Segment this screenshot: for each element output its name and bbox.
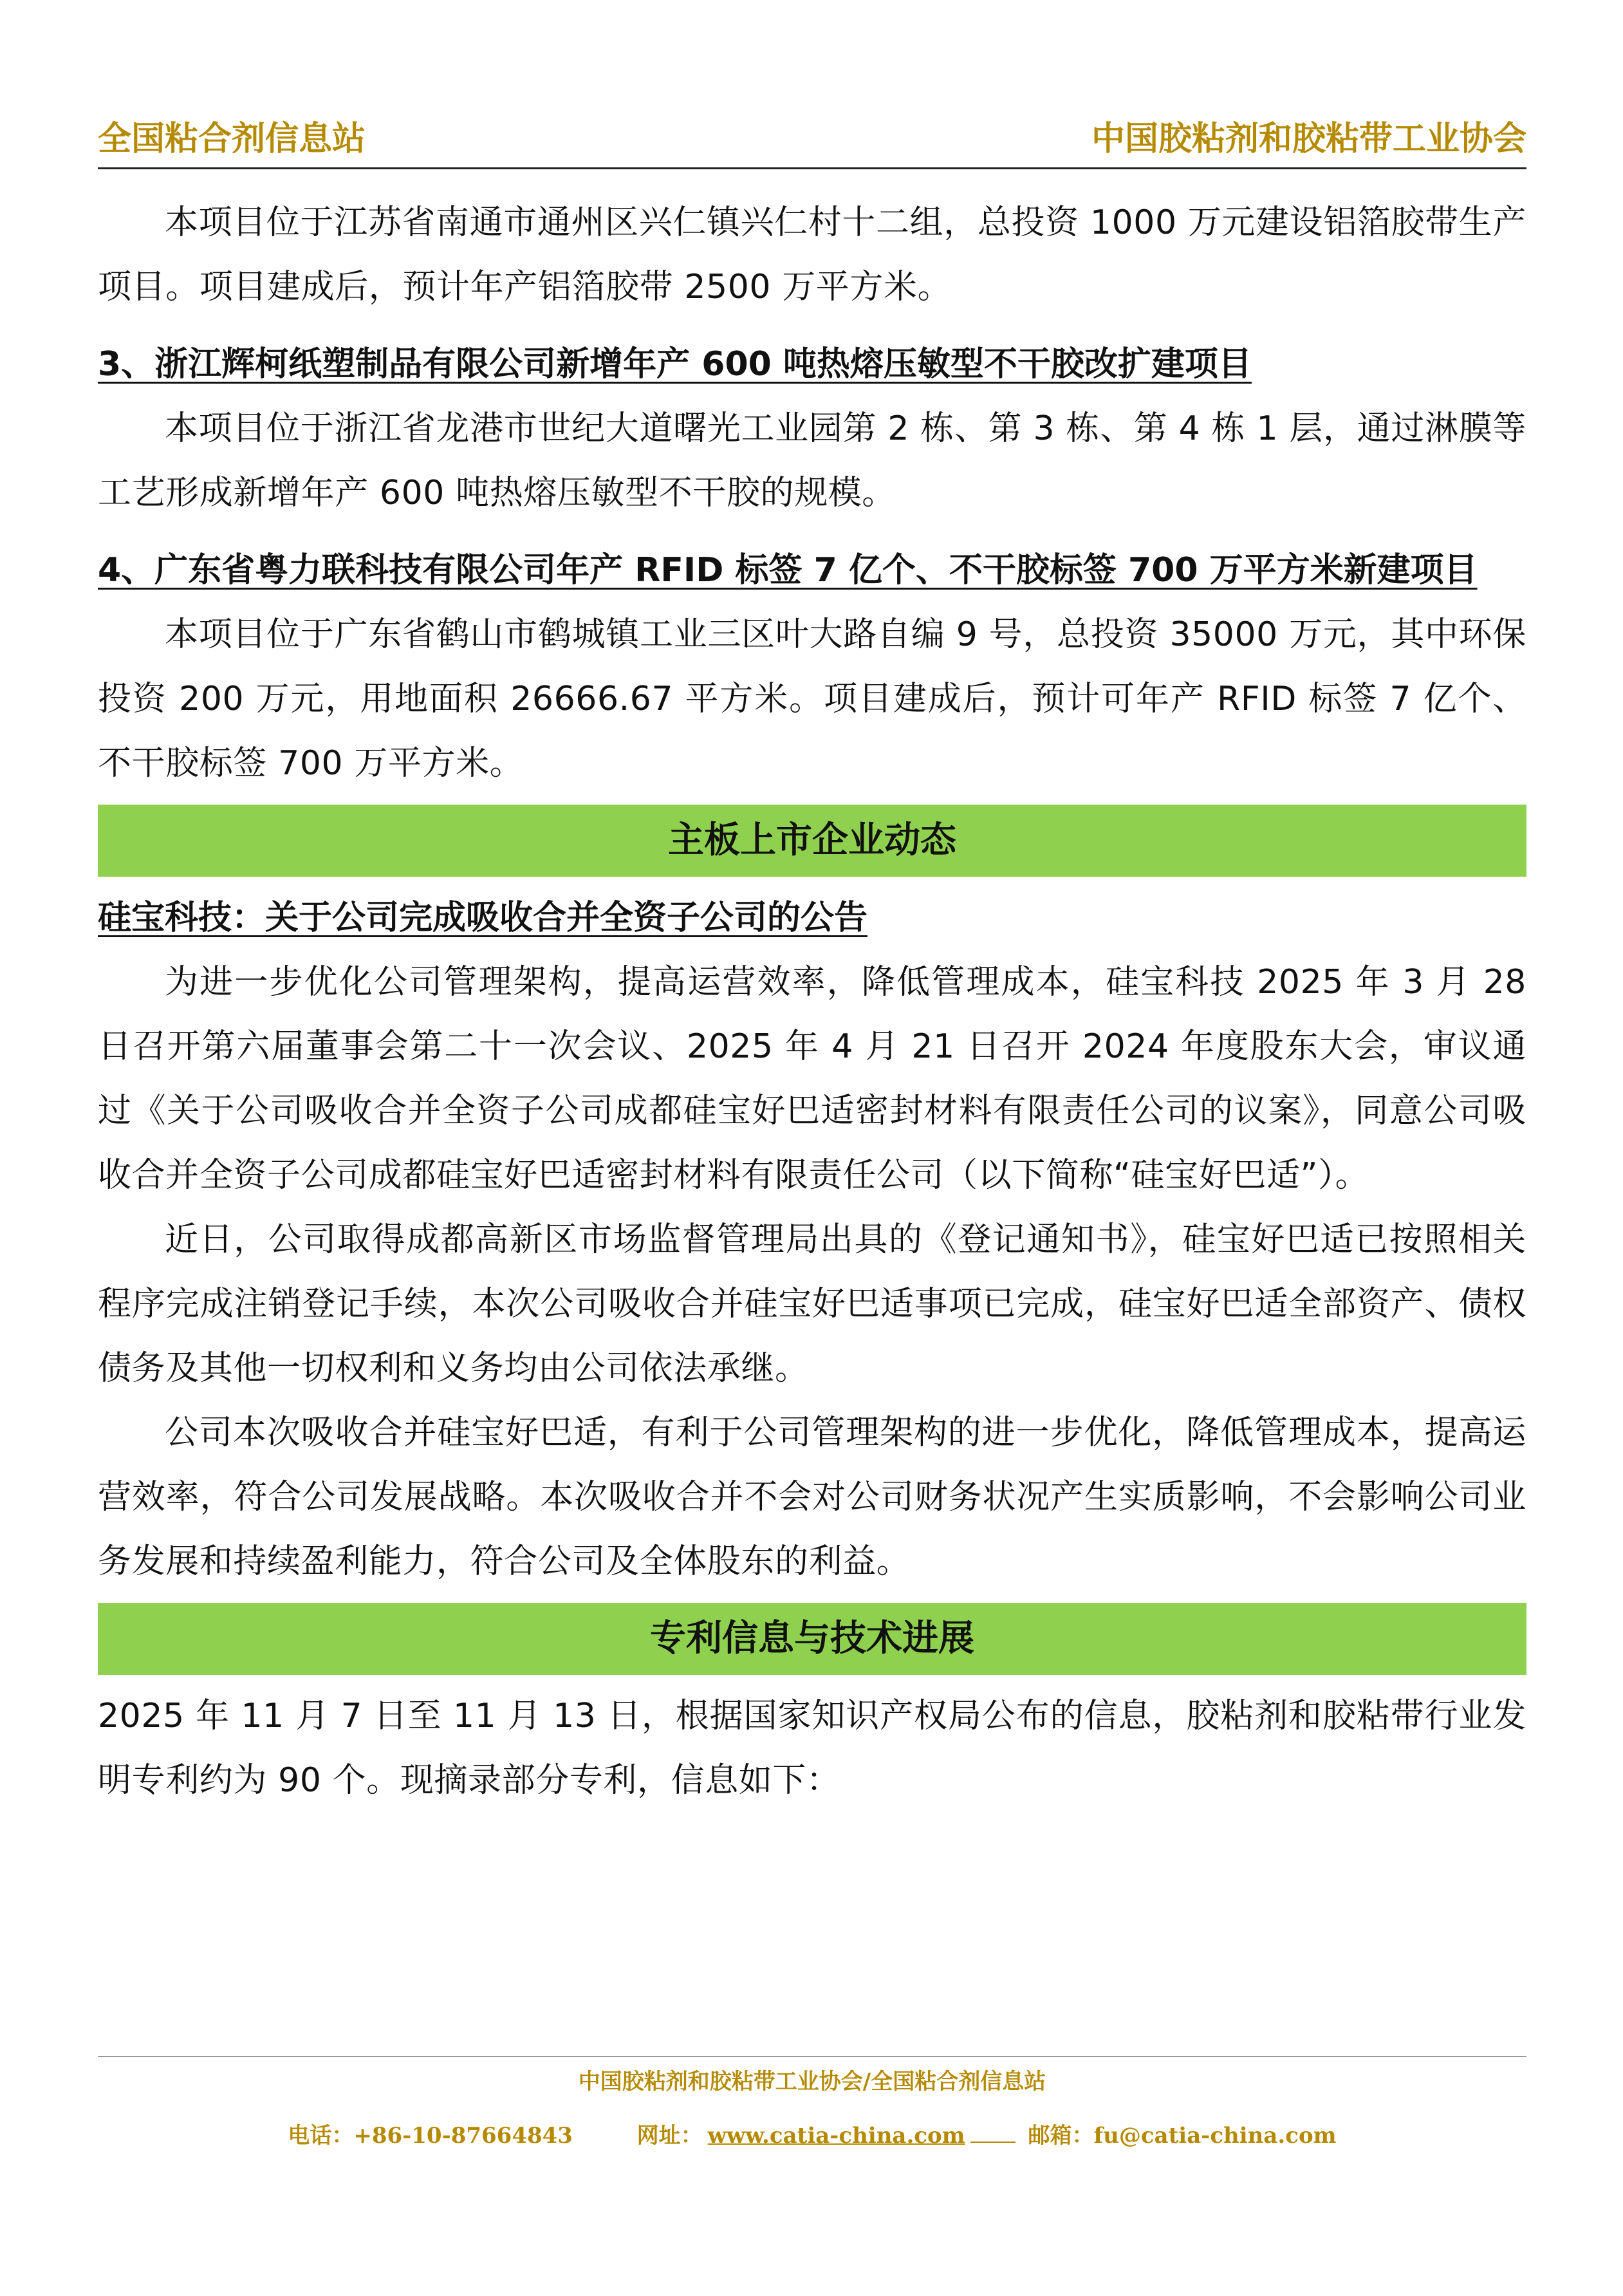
project4-title: 4、广东省粤力联科技有限公司年产 RFID 标签 7 亿个、不干胶标签 700 万平方米新建项目 xyxy=(98,551,1478,590)
footer-phone: 电话：+86-10-87664843 xyxy=(288,2123,573,2149)
project3-body: 本项目位于浙江省龙港市世纪大道曙光工业园第 2 栋、第 3 栋、第 4 栋 1 层，通过淋膜等工艺形成新增年产 600 吨热熔压敏型不干胶的规模。 xyxy=(98,409,1526,512)
section-main-board-banner: 主板上市企业动态 xyxy=(98,805,1526,877)
project2-body: 本项目位于江苏省南通市通州区兴仁镇兴仁村十二组，总投资 1000 万元建设铝箔胶带生产项目。项目建成后，预计年产铝箔胶带 2500 万平方米。 xyxy=(98,203,1526,306)
news-paragraph-1: 为进一步优化公司管理架构，提高运营效率，降低管理成本，硅宝科技 2025 年 3 月 28 日召开第六届董事会第二十一次会议、2025 年 4 月 21 日召开 2024 年度股东大会，审议通过《关于公司吸收合并全资子公司成都硅宝好巴适密封材料有限责任公司的议案》，同意公司吸收合并全资子公司成都硅宝好巴适密封材料有限责任公司（以下简称“硅宝好巴适”）。 xyxy=(98,963,1526,1195)
project4-body: 本项目位于广东省鹤山市鹤城镇工业三区叶大路自编 9 号，总投资 35000 万元，其中环保投资 200 万元，用地面积 26666.67 平方米。项目建成后，预计可年产 RFID 标签 7 亿个、不干胶标签 700 万平方米。 xyxy=(98,615,1526,783)
news-paragraph-3: 公司本次吸收合并硅宝好巴适，有利于公司管理架构的进一步优化，降低管理成本，提高运营效率，符合公司发展战略。本次吸收合并不会对公司财务状况产生实质影响，不会影响公司业务发展和持续盈利能力，符合公司及全体股东的利益。 xyxy=(98,1414,1526,1581)
footer-contact-line xyxy=(98,2122,1526,2150)
header-left-title: 全国粘合剂信息站 xyxy=(98,120,366,158)
page-footer xyxy=(98,2056,1526,2150)
news-paragraph-2: 近日，公司取得成都高新区市场监督管理局出具的《登记通知书》，硅宝好巴适已按照相关程序完成注销登记手续，本次公司吸收合并硅宝好巴适事项已完成，硅宝好巴适全部资产、债权债务及其他一切权利和义务均由公司依法承继。 xyxy=(98,1220,1526,1388)
project3-title: 3、浙江辉柯纸塑制品有限公司新增年产 600 吨热熔压敏型不干胶改扩建项目 xyxy=(98,345,1252,384)
footer-website-label: 网址： xyxy=(636,2123,703,2149)
patent-intro: 2025 年 11 月 7 日至 11 月 13 日，根据国家知识产权局公布的信息，胶粘剂和胶粘带行业发明专利约为 90 个。现摘录部分专利，信息如下： xyxy=(98,1697,1526,1800)
footer-org-line: 中国胶粘剂和胶粘带工业协会/全国粘合剂信息站 xyxy=(578,2069,1046,2095)
header-right-title: 中国胶粘剂和胶粘带工业协会 xyxy=(1091,120,1526,158)
section-patent-banner: 专利信息与技术进展 xyxy=(98,1603,1526,1675)
footer-website-link[interactable]: www.catia-china.com xyxy=(707,2123,965,2149)
footer-email[interactable]: 邮箱：fu@catia-china.com xyxy=(1028,2123,1337,2149)
page-content xyxy=(98,191,1526,1813)
news-title: 硅宝科技：关于公司完成吸收合并全资子公司的公告 xyxy=(98,899,868,937)
page-header xyxy=(98,115,1526,169)
